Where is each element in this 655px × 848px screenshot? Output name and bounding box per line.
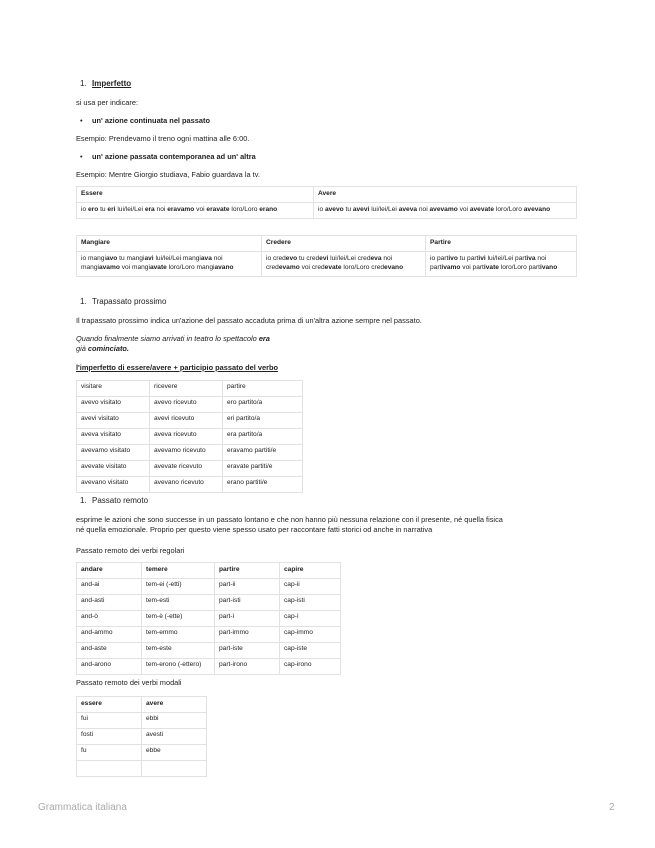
- footer-document-title: Grammatica italiana: [38, 802, 127, 813]
- table-passato-remoto-regolari: [76, 562, 341, 675]
- table-header: capire: [280, 563, 341, 579]
- bullet-icon: •: [80, 116, 83, 125]
- table-cell: ebbi: [142, 712, 207, 728]
- table-cell: eravate partiti/e: [223, 461, 303, 477]
- table-cell: era partito/a: [223, 429, 303, 445]
- table-cell-mangiare: io mangiavo tu mangiavi lui/lei/Lei mangiava noi mangiavamo voi mangiavate loro/Loro mangiavano: [77, 252, 262, 277]
- table-cell: eri partito/a: [223, 413, 303, 429]
- table-cell: and-asti: [77, 594, 142, 610]
- table-header: Mangiare: [77, 236, 262, 252]
- heading-passato-remoto-title: Passato remoto: [92, 496, 149, 505]
- table-cell: and-arono: [77, 658, 142, 674]
- table-cell-avere: io avevo tu avevi lui/lei/Lei aveva noi avevamo voi avevate loro/Loro avevano: [314, 203, 577, 219]
- table-cell: cap-immo: [280, 626, 341, 642]
- table-cell: avevano ricevuto: [150, 477, 223, 493]
- passato-remoto-desc: esprime le azioni che sono successe in un passato lontano e che non hanno più nessuna relazione con il presente, né quella fisica né quella emozionale. Proprio per questo viene spesso usato per raccontare fatti storici od anche in narrativa: [76, 515, 503, 534]
- table-passato-remoto-modali: [76, 696, 207, 777]
- table-cell: part-immo: [215, 626, 280, 642]
- table-cell: part-ii: [215, 578, 280, 594]
- table-cell: ero partito/a: [223, 397, 303, 413]
- table-header: temere: [142, 563, 215, 579]
- table-cell: tem-emmo: [142, 626, 215, 642]
- table-cell: avevamo visitato: [77, 445, 150, 461]
- heading-trapassato-title: Trapassato prossimo: [92, 297, 167, 306]
- table-cell-essere: io ero tu eri lui/lei/Lei era noi eravamo voi eravate loro/Loro erano: [77, 203, 314, 219]
- trapassato-example: Quando finalmente siamo arrivati in teatro lo spettacolo era già cominciato.: [76, 334, 270, 353]
- heading-passato-remoto: 1. Passato remoto: [80, 496, 149, 505]
- table-header: partire: [215, 563, 280, 579]
- table-cell: aveva ricevuto: [150, 429, 223, 445]
- imperfetto-example-2: Esempio: Mentre Giorgio studiava, Fabio guardava la tv.: [76, 170, 260, 179]
- table-cell: tem-ei (-etti): [142, 578, 215, 594]
- table-cell: avevo ricevuto: [150, 397, 223, 413]
- table-cell: [142, 760, 207, 776]
- table-cell: eravamo partiti/e: [223, 445, 303, 461]
- table-cell: tem-è (-ette): [142, 610, 215, 626]
- table-cell: tem-este: [142, 642, 215, 658]
- imperfetto-bullet-1: • un' azione continuata nel passato: [80, 116, 210, 125]
- table-cell: erano partiti/e: [223, 477, 303, 493]
- table-cell: avevi visitato: [77, 413, 150, 429]
- table-cell: and-aste: [77, 642, 142, 658]
- bullet-icon: •: [80, 152, 83, 161]
- imperfetto-bullet-2: • un' azione passata contemporanea ad un' altra: [80, 152, 256, 161]
- heading-trapassato: 1. Trapassato prossimo: [80, 297, 167, 306]
- table-cell: partire: [223, 381, 303, 397]
- table-cell: tem-erono (-ettero): [142, 658, 215, 674]
- table-cell: cap-ì: [280, 610, 341, 626]
- table-header: essere: [77, 697, 142, 713]
- heading-imperfetto: 1. Imperfetto: [80, 79, 132, 88]
- table-header: Partire: [426, 236, 577, 252]
- table-cell: [77, 760, 142, 776]
- table-cell: avesti: [142, 728, 207, 744]
- table-cell: avevate ricevuto: [150, 461, 223, 477]
- table-cell: avevate visitato: [77, 461, 150, 477]
- table-header: avere: [142, 697, 207, 713]
- table-trapassato: [76, 380, 303, 493]
- trapassato-rule: l'imperfetto di essere/avere + participio passato del verbo: [76, 363, 278, 372]
- table-cell: tem-esti: [142, 594, 215, 610]
- table-cell: visitare: [77, 381, 150, 397]
- table-cell: avevamo ricevuto: [150, 445, 223, 461]
- table-cell: part-isti: [215, 594, 280, 610]
- table-essere-avere: [76, 186, 577, 219]
- table-cell-credere: io credevo tu credevi lui/lei/Lei credeva noi credevamo voi credevate loro/Loro credevano: [262, 252, 426, 277]
- heading-imperfetto-title: Imperfetto: [92, 79, 132, 88]
- imperfetto-example-1: Esempio: Prendevamo il treno ogni mattina alle 6:00.: [76, 134, 250, 143]
- table-header: Credere: [262, 236, 426, 252]
- table-cell: cap-isti: [280, 594, 341, 610]
- footer-page-number: 2: [609, 802, 615, 813]
- table-cell: cap-ii: [280, 578, 341, 594]
- table-header: Avere: [314, 187, 577, 203]
- table-header: andare: [77, 563, 142, 579]
- table-cell: cap-irono: [280, 658, 341, 674]
- table-cell: cap-iste: [280, 642, 341, 658]
- table-mangiare-credere-partire: [76, 235, 577, 277]
- passato-remoto-subtitle-regolari: Passato remoto dei verbi regolari: [76, 546, 185, 555]
- table-cell: and-ai: [77, 578, 142, 594]
- table-cell: avevi ricevuto: [150, 413, 223, 429]
- trapassato-desc: Il trapassato prossimo indica un'azione del passato accaduta prima di un'altra azione sempre nel passato.: [76, 316, 422, 325]
- passato-remoto-subtitle-modali: Passato remoto dei verbi modali: [76, 678, 182, 687]
- table-cell: avevo visitato: [77, 397, 150, 413]
- table-cell: aveva visitato: [77, 429, 150, 445]
- table-cell-partire: io partivo tu partivi lui/lei/Lei partiva noi partivamo voi partivate loro/Loro partivano: [426, 252, 577, 277]
- table-cell: ebbe: [142, 744, 207, 760]
- table-cell: avevano visitato: [77, 477, 150, 493]
- table-cell: part-ì: [215, 610, 280, 626]
- table-cell: and-ò: [77, 610, 142, 626]
- table-cell: part-irono: [215, 658, 280, 674]
- table-cell: fui: [77, 712, 142, 728]
- imperfetto-intro: si usa per indicare:: [76, 98, 139, 107]
- table-header: Essere: [77, 187, 314, 203]
- table-cell: ricevere: [150, 381, 223, 397]
- table-cell: and-ammo: [77, 626, 142, 642]
- table-cell: part-iste: [215, 642, 280, 658]
- table-cell: fosti: [77, 728, 142, 744]
- table-cell: fu: [77, 744, 142, 760]
